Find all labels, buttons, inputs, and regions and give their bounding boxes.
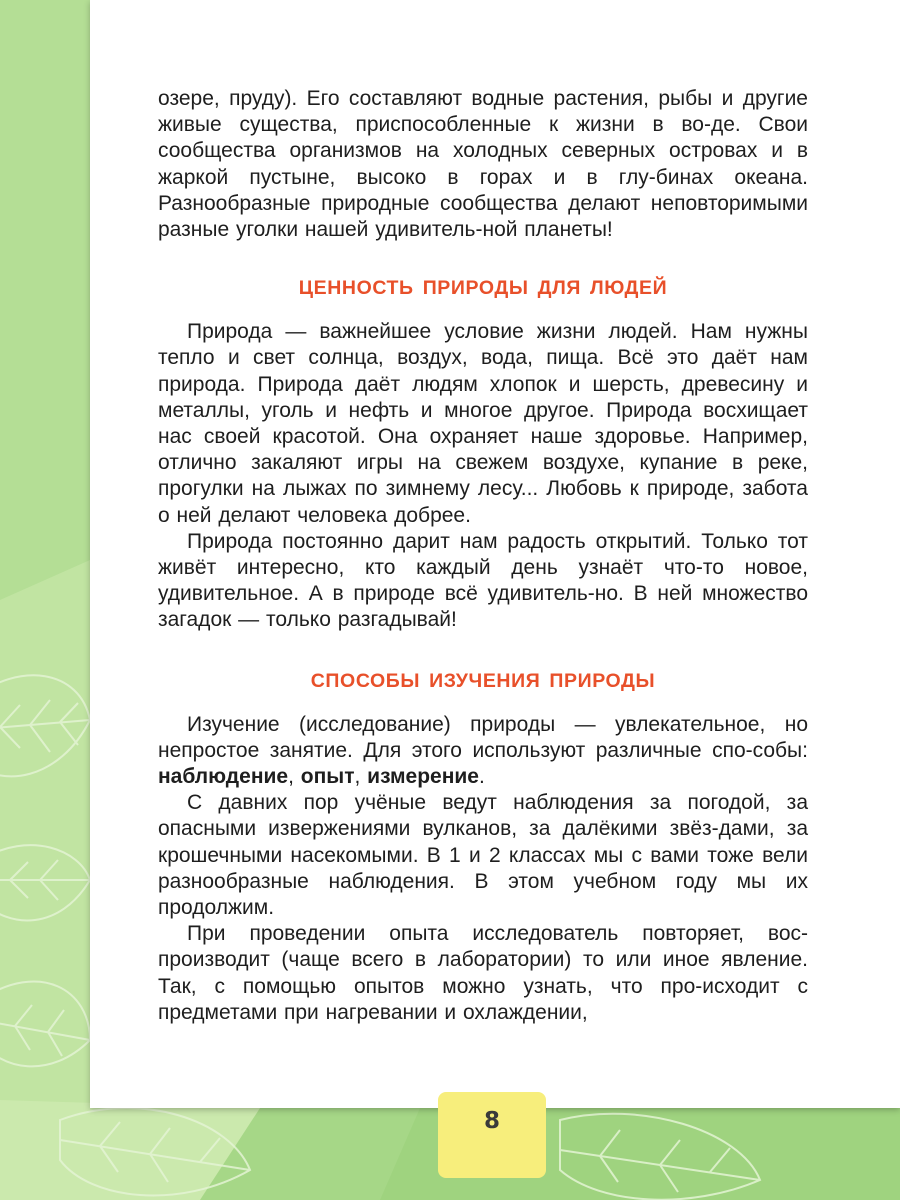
text-column bbox=[158, 86, 808, 1026]
term-measurement: измерение bbox=[367, 765, 479, 789]
term-separator: , bbox=[354, 765, 368, 789]
sentence-end: . bbox=[479, 765, 485, 789]
methods-paragraph-1 bbox=[158, 712, 808, 791]
section-heading-value: ЦЕННОСТЬ ПРИРОДЫ ДЛЯ ЛЮДЕЙ bbox=[298, 277, 668, 300]
page-number: 8 bbox=[483, 1108, 500, 1134]
term-observation: наблюдение bbox=[158, 765, 289, 789]
term-experiment: опыт bbox=[300, 765, 355, 789]
intro-paragraph: озере, пруду). Его составляют водные растения, рыбы и другие живые существа, приспособленные к жизни в во-де. Свои сообщества организмов на холодных северных островах и в жаркой пустыне, высоко в горах и в глу-бинах океана. Разнообразные природные сообщества делают неповторимыми разные уголки нашей удивитель-ной планеты! bbox=[158, 87, 808, 242]
methods-paragraph-1-text: Изучение (исследование) природы — увлекательное, но непростое занятие. Для этого используют различные спо-собы: bbox=[158, 712, 808, 762]
methods-paragraph-3: При проведении опыта исследователь повторяет, вос-производит (чаще всего в лаборатории) то или иное явление. Так, с помощью опытов можно узнать, что про-исходит с предметами при нагревании и охлаждении, bbox=[158, 922, 808, 1024]
value-paragraph-2: Природа постоянно дарит нам радость открытий. Только тот живёт интересно, кто каждый день узнаёт что-то новое, удивительное. А в природе всё удивитель-но. В ней множество загадок — только разгадывай! bbox=[158, 529, 808, 632]
textbook-page bbox=[90, 0, 900, 1108]
section-heading-methods: СПОСОБЫ ИЗУЧЕНИЯ ПРИРОДЫ bbox=[310, 669, 656, 692]
value-paragraph-1: Природа — важнейшее условие жизни людей. Нам нужны тепло и свет солнца, воздух, вода, пища. Всё это даёт нам природа. Природа даёт людям хлопок и шерсть, древесину и металлы, уголь и нефть и многое другое. Природа восхищает нас своей красотой. Она охраняет наше здоровье. Например, отлично закаляют игры на свежем воздухе, купание в реке, прогулки на лыжах по зимнему лесу... Любовь к природе, забота о ней делают человека добрее. bbox=[158, 320, 808, 527]
page-number-tab bbox=[438, 1092, 546, 1178]
methods-paragraph-2: С давних пор учёные ведут наблюдения за погодой, за опасными извержениями вулканов, за далёкими звёз-дами, за крошечными насекомыми. В 1 и 2 классах мы с вами тоже вели разнообразные наблюдения. В этом учебном году мы их продолжим. bbox=[158, 791, 808, 920]
term-separator: , bbox=[288, 765, 301, 789]
